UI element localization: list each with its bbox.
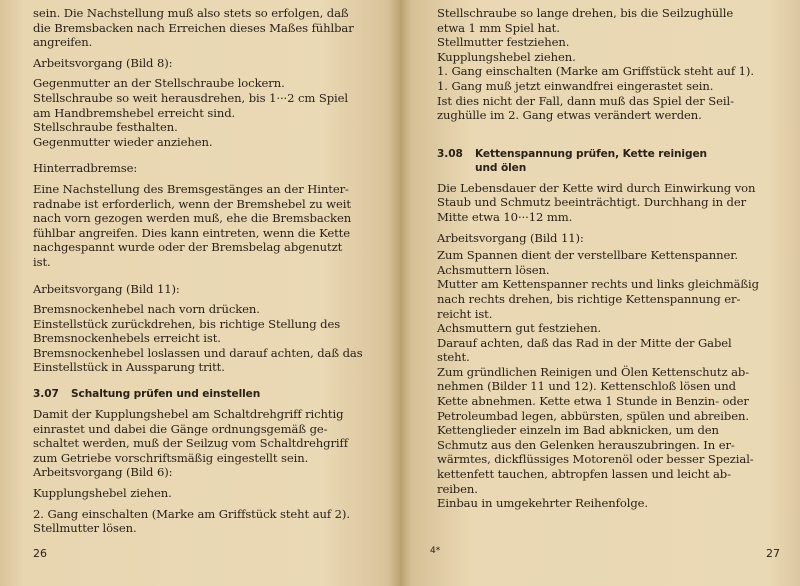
text-line: Achsmuttern gut festziehen.	[437, 321, 602, 336]
section-title-line-1: Kettenspannung prüfen, Kette reinigen	[475, 147, 707, 160]
text-line: steht.	[437, 350, 470, 365]
text-line: Stellmutter festziehen.	[437, 35, 570, 50]
text-line: Zum gründlichen Reinigen und Ölen Kettenschutz ab-	[437, 364, 750, 379]
left-text-block	[33, 6, 380, 536]
text-line: Achsmuttern lösen.	[437, 262, 550, 277]
text-line: zum Getriebe vorschriftsmäßig eingestellt sein.	[33, 450, 309, 465]
text-line: zughülle im 2. Gang etwas verändert werden.	[437, 108, 702, 123]
text-line: Kette abnehmen. Kette etwa 1 Stunde in Benzin- oder	[437, 394, 749, 409]
section-number: 3.07	[33, 388, 59, 401]
text-line: 1. Gang muß jetzt einwandfrei eingerastet sein.	[437, 78, 714, 93]
text-line: Mutter am Kettenspanner rechts und links gleichmäßig	[437, 277, 759, 292]
section-title-line-2: und ölen	[475, 161, 527, 174]
text-line: Arbeitsvorgang (Bild 6):	[33, 465, 173, 480]
page-number-right: 27	[766, 547, 780, 560]
section-number: 3.08	[437, 147, 463, 160]
text-line: Eine Nachstellung des Bremsgestänges an der Hinter-	[33, 181, 349, 196]
text-line: Kupplungshebel ziehen.	[437, 49, 576, 64]
section-heading-3-07	[33, 387, 380, 401]
text-line: wärmtes, dickflüssiges Motorenöl oder besser Spezial-	[437, 452, 754, 467]
text-line: am Handbremshebel erreicht sind.	[33, 105, 236, 120]
text-line: Hinterradbremse:	[33, 161, 138, 176]
text-line: kettenfett tauchen, abtropfen lassen und leicht ab-	[437, 467, 731, 482]
text-line: Bremsnockenhebels erreicht ist.	[33, 331, 221, 346]
signature-mark: 4*	[430, 546, 441, 556]
text-line: reiben.	[437, 481, 478, 496]
text-line: nehmen (Bilder 11 und 12). Kettenschloß lösen und	[437, 379, 736, 394]
text-line: sein. Die Nachstellung muß also stets so erfolgen, daß	[33, 6, 349, 20]
text-line: Staub und Schmutz beeinträchtigt. Durchhang in der	[437, 195, 747, 210]
text-line: einrastet und dabei die Gänge ordnungsgemäß ge-	[33, 421, 328, 436]
text-line: schaltet werden, muß der Seilzug vom Schaltdrehgriff	[33, 436, 348, 451]
text-line: Mitte etwa 10···12 mm.	[437, 209, 573, 224]
text-line: Gegenmutter an der Stellschraube lockern.	[33, 76, 285, 91]
text-line: Zum Spannen dient der verstellbare Kettenspanner.	[437, 248, 738, 263]
text-line: Stellschraube so lange drehen, bis die Seilzughülle	[437, 6, 734, 20]
text-line: Arbeitsvorgang (Bild 11):	[33, 281, 180, 296]
section-heading-3-08	[437, 147, 786, 161]
text-line: die Bremsbacken nach Erreichen dieses Maßes fühlbar	[33, 20, 354, 35]
text-line: Ist dies nicht der Fall, dann muß das Spiel der Seil-	[437, 93, 734, 108]
text-line: Arbeitsvorgang (Bild 11):	[437, 230, 584, 245]
text-line: reicht ist.	[437, 306, 493, 321]
text-line: nach vorn gezogen werden muß, ehe die Bremsbacken	[33, 211, 352, 226]
text-line: Darauf achten, daß das Rad in der Mitte der Gabel	[437, 335, 732, 350]
text-line: Schmutz aus den Gelenken herauszubringen. In er-	[437, 437, 735, 452]
text-line: Gegenmutter wieder anziehen.	[33, 134, 213, 149]
text-line: fühlbar angreifen. Dies kann eintreten, wenn die Kette	[33, 225, 350, 240]
right-text-block	[437, 6, 786, 511]
text-line: Arbeitsvorgang (Bild 8):	[33, 55, 173, 70]
text-line: Bremsnockenhebel nach vorn drücken.	[33, 302, 260, 317]
text-line: 1. Gang einschalten (Marke am Griffstück steht auf 1).	[437, 64, 754, 79]
text-line: Einstellstück zurückdrehen, bis richtige Stellung des	[33, 316, 341, 331]
text-line: ist.	[33, 254, 51, 269]
text-line: Stellschraube festhalten.	[33, 120, 178, 135]
text-line: Einbau in umgekehrter Reihenfolge.	[437, 496, 649, 511]
text-line: Damit der Kupplungshebel am Schaltdrehgriff richtig	[33, 407, 344, 422]
text-line: nach rechts drehen, bis richtige Kettenspannung er-	[437, 291, 741, 306]
text-line: Stellschraube so weit herausdrehen, bis 1···2 cm Spiel	[33, 90, 348, 105]
section-title-line-2-wrapper	[437, 161, 786, 175]
text-line: 2. Gang einschalten (Marke am Griffstück steht auf 2).	[33, 506, 350, 521]
text-line: Die Lebensdauer der Kette wird durch Einwirkung von	[437, 180, 756, 195]
text-line: Bremsnockenhebel loslassen und darauf achten, daß das	[33, 345, 363, 360]
right-page	[400, 0, 800, 586]
text-line: Kupplungshebel ziehen.	[33, 486, 172, 501]
section-title: Schaltung prüfen und einstellen	[71, 388, 261, 401]
text-line: Petroleumbad legen, abbürsten, spülen und abreiben.	[437, 408, 749, 423]
text-line: angreifen.	[33, 35, 93, 50]
text-line: Kettenglieder einzeln im Bad abknicken, um den	[437, 423, 719, 438]
text-line: Einstellstück in Aussparung tritt.	[33, 360, 225, 375]
text-line: Stellmutter lösen.	[33, 521, 137, 536]
page-number-left: 26	[33, 547, 47, 560]
text-line: nachgespannt wurde oder der Bremsbelag abgenutzt	[33, 240, 343, 255]
text-line: radnabe ist erforderlich, wenn der Bremshebel zu weit	[33, 196, 351, 211]
text-line: etwa 1 mm Spiel hat.	[437, 20, 560, 35]
